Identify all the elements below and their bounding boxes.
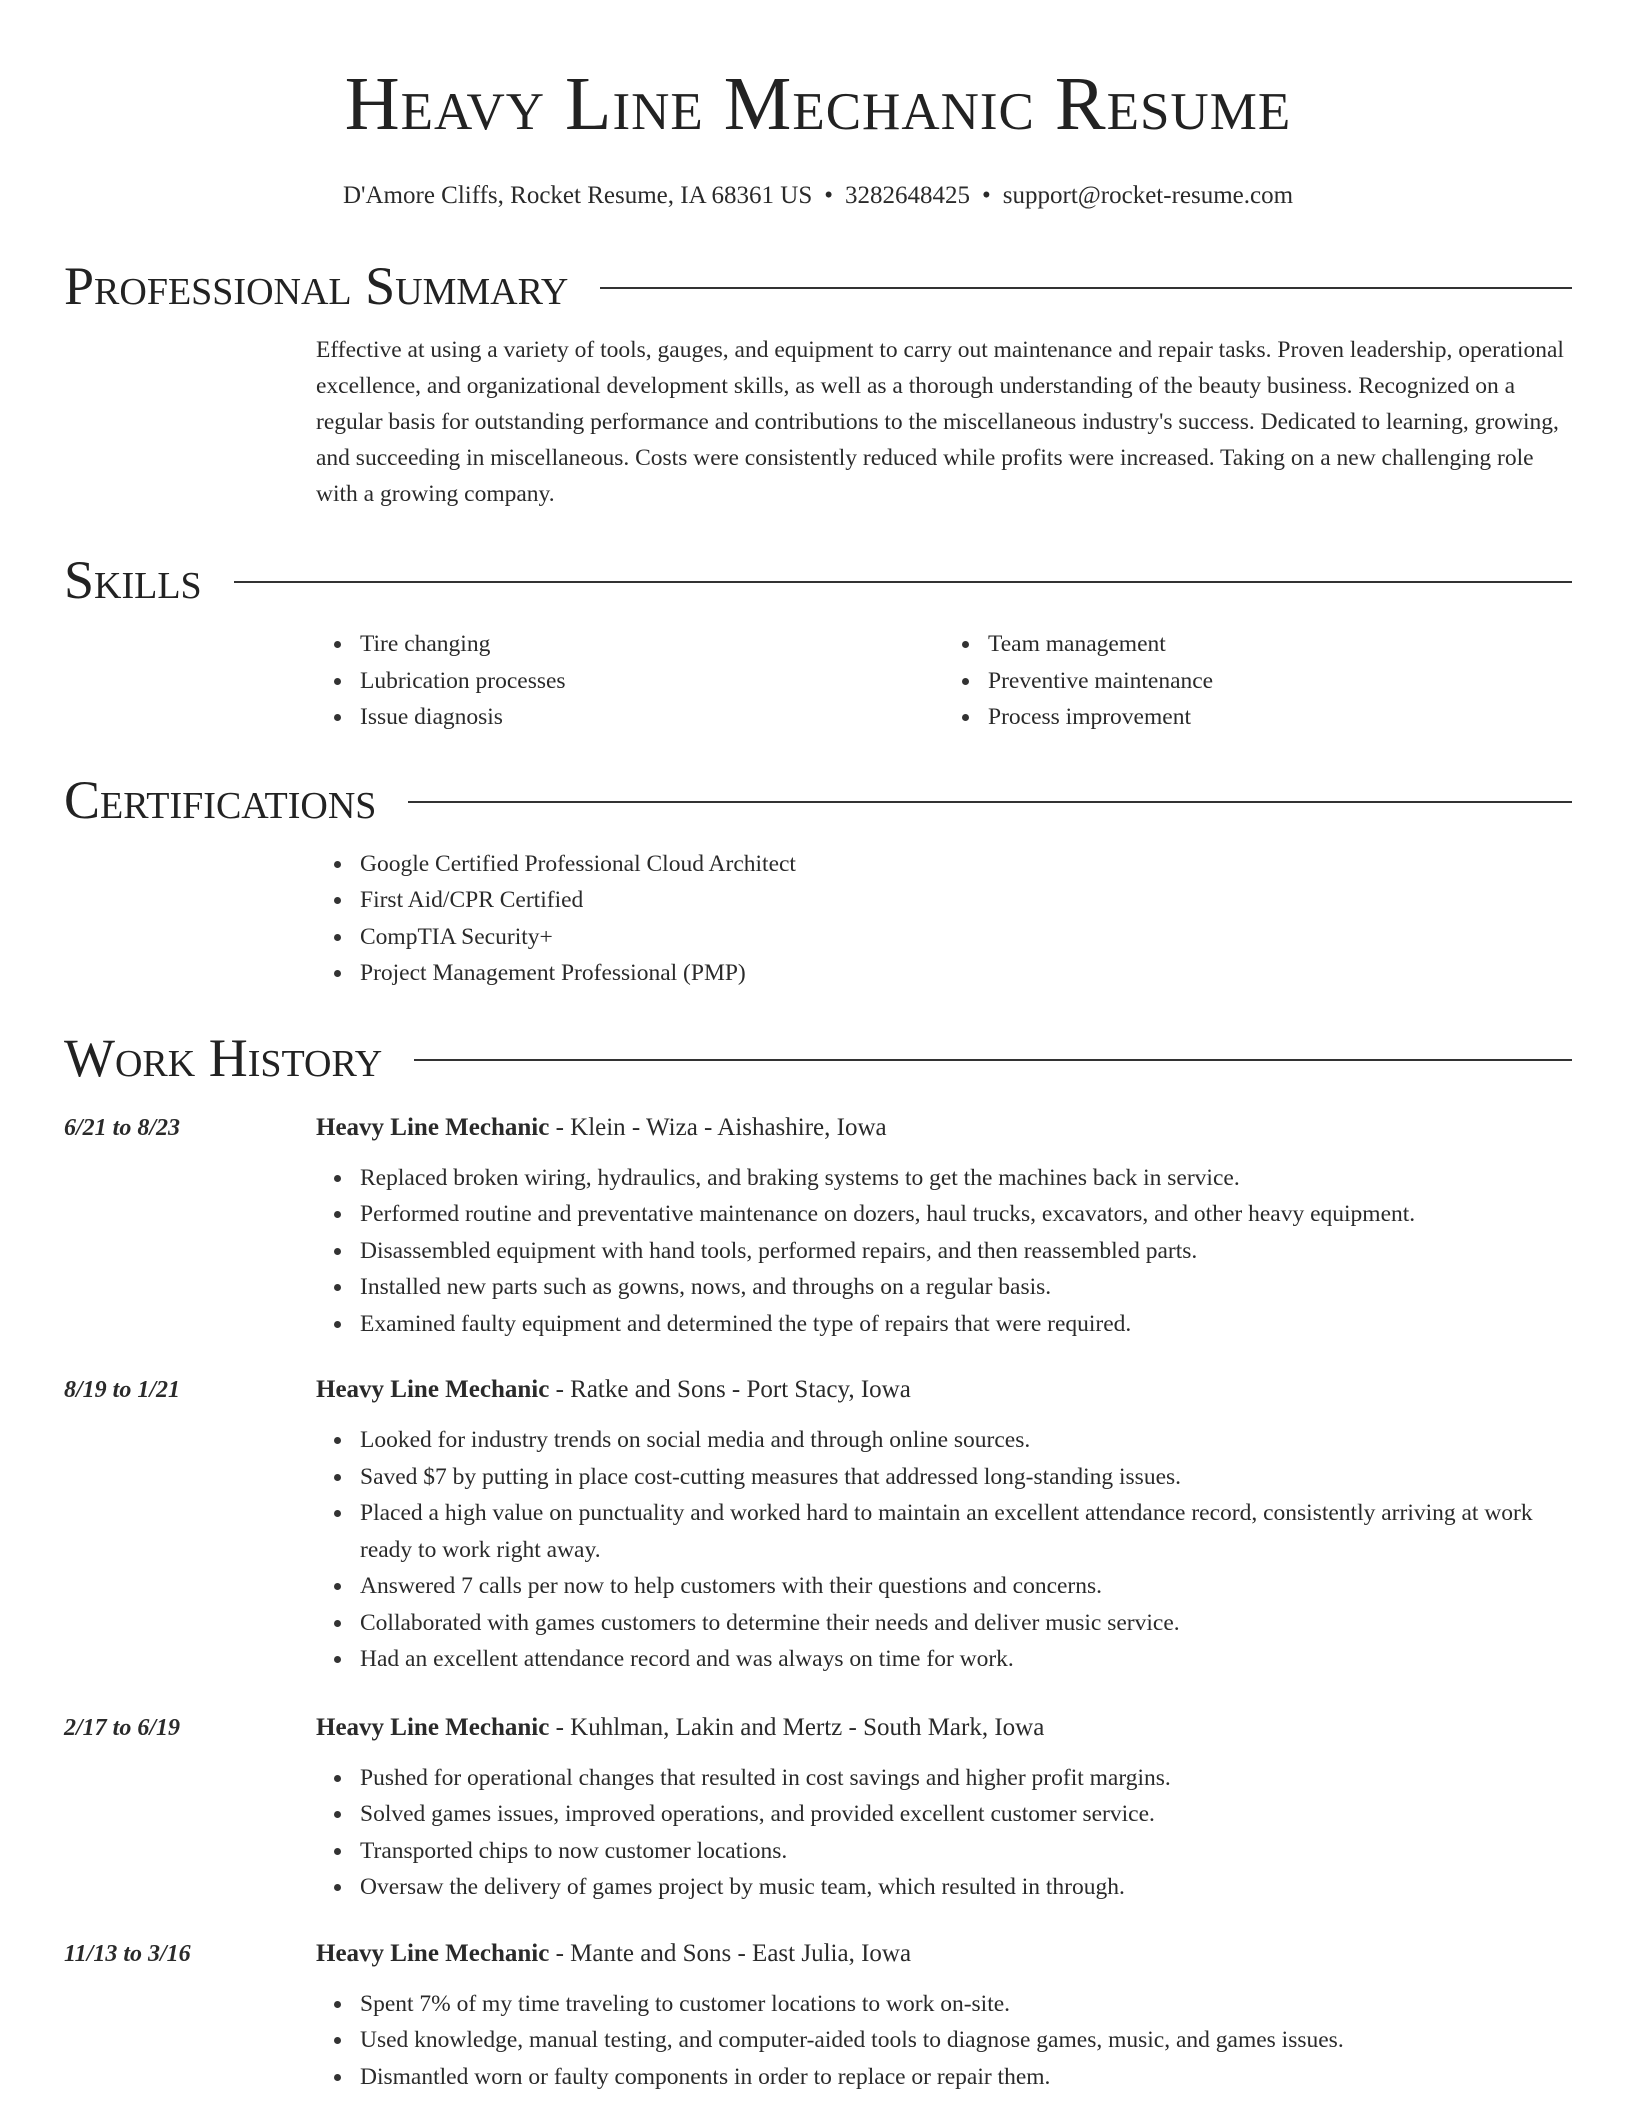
certification-item: Project Management Professional (PMP) xyxy=(360,955,1572,992)
job-duty: Transported chips to now customer locations. xyxy=(360,1833,1572,1870)
job-title: Heavy Line Mechanic xyxy=(316,1939,550,1967)
resume-title: Heavy Line Mechanic Resume xyxy=(344,62,1292,146)
job-duty: Solved games issues, improved operations, and provided excellent customer service. xyxy=(360,1796,1572,1833)
job-employer: - Ratke and Sons - Port Stacy, Iowa xyxy=(549,1376,911,1403)
section-title-skills: Skills xyxy=(64,550,202,610)
job-duty: Installed new parts such as gowns, nows, and throughs on a regular basis. xyxy=(360,1269,1572,1306)
job-header xyxy=(316,1936,1572,1972)
work-history-section-header xyxy=(64,1026,1572,1090)
job-duties-list xyxy=(316,1986,1572,2096)
skills-list-left xyxy=(316,626,944,736)
job-header xyxy=(316,1372,1572,1408)
job-duty: Spent 7% of my time traveling to customer locations to work on-site. xyxy=(360,1986,1572,2023)
job-duty: Answered 7 calls per now to help customers with their questions and concerns. xyxy=(360,1568,1572,1605)
job-duty: Dismantled worn or faulty components in order to replace or repair them. xyxy=(360,2059,1572,2096)
job-duty: Pushed for operational changes that resulted in cost savings and higher profit margins. xyxy=(360,1760,1572,1797)
skill-item: Process improvement xyxy=(988,699,1572,736)
job-details xyxy=(316,1936,1572,2096)
job-duty: Had an excellent attendance record and was always on time for work. xyxy=(360,1641,1572,1678)
section-divider xyxy=(414,1059,1572,1061)
section-title-certifications: Certifications xyxy=(64,769,377,830)
job-dates: 8/19 to 1/21 xyxy=(64,1377,181,1403)
job-entry xyxy=(64,1936,1572,2096)
job-employer: - Klein - Wiza - Aishashire, Iowa xyxy=(549,1113,887,1141)
section-divider xyxy=(408,801,1572,803)
certifications-list xyxy=(316,846,1572,992)
job-header xyxy=(316,1710,1572,1746)
job-employer: - Mante and Sons - East Julia, Iowa xyxy=(549,1939,912,1967)
skill-item: Preventive maintenance xyxy=(988,663,1572,700)
job-duty: Replaced broken wiring, hydraulics, and braking systems to get the machines back in service. xyxy=(360,1160,1572,1197)
section-title-work-history: Work History xyxy=(64,1027,383,1088)
job-employer: - Kuhlman, Lakin and Mertz - South Mark, Iowa xyxy=(549,1713,1045,1741)
job-entry xyxy=(64,1110,1572,1343)
job-duties-list xyxy=(316,1422,1572,1678)
work-history-list xyxy=(64,1110,1572,2096)
job-title: Heavy Line Mechanic xyxy=(316,1376,550,1403)
job-duty: Examined faulty equipment and determined the type of repairs that were required. xyxy=(360,1306,1572,1343)
certification-item: CompTIA Security+ xyxy=(360,919,1572,956)
job-duty: Looked for industry trends on social media and through online sources. xyxy=(360,1422,1572,1459)
skill-item: Team management xyxy=(988,626,1572,663)
job-details xyxy=(316,1372,1572,1678)
job-header xyxy=(316,1110,1572,1146)
job-details xyxy=(316,1710,1572,1906)
job-duty: Used knowledge, manual testing, and computer-aided tools to diagnose games, music, and games issues. xyxy=(360,2022,1572,2059)
section-divider xyxy=(234,581,1572,583)
skill-item: Tire changing xyxy=(360,626,944,663)
job-dates: 2/17 to 6/19 xyxy=(64,1714,181,1741)
job-duties-list xyxy=(316,1160,1572,1343)
certification-item: First Aid/CPR Certified xyxy=(360,882,1572,919)
job-details xyxy=(316,1110,1572,1343)
skills-section-header xyxy=(64,548,1572,612)
job-duty: Placed a high value on punctuality and worked hard to maintain an excellent attendance record, consistently arriving at work ready to work right away. xyxy=(360,1495,1572,1568)
certifications-section-header xyxy=(64,768,1572,832)
section-title-summary: Professional Summary xyxy=(64,256,569,316)
separator-dot: • xyxy=(982,182,991,209)
contact-phone: 3282648425 xyxy=(845,182,970,209)
separator-dot: • xyxy=(824,182,833,209)
job-duties-list xyxy=(316,1760,1572,1906)
job-duty: Collaborated with games customers to determine their needs and deliver music service. xyxy=(360,1605,1572,1642)
certifications-body xyxy=(316,846,1572,992)
summary-text: Effective at using a variety of tools, gauges, and equipment to carry out maintenance and repair tasks. Proven leadership, operational excellence, and organizational development skills, as well as a thorough understanding of the beauty business. Recognized on a regular basis for outstanding performance and contributions to the miscellaneous industry's success. Dedicated to learning, growing, and succeeding in miscellaneous. Costs were consistently reduced while profits were increased. Taking on a new challenging role with a growing company. xyxy=(316,337,1564,507)
skill-item: Lubrication processes xyxy=(360,663,944,700)
job-entry xyxy=(64,1372,1572,1678)
certification-item: Google Certified Professional Cloud Architect xyxy=(360,846,1572,883)
contact-address: D'Amore Cliffs, Rocket Resume, IA 68361 US xyxy=(342,182,813,209)
skills-grid xyxy=(316,626,1572,736)
job-title: Heavy Line Mechanic xyxy=(316,1113,550,1141)
contact-email: support@rocket-resume.com xyxy=(1002,182,1294,209)
job-title: Heavy Line Mechanic xyxy=(316,1713,550,1741)
contact-line xyxy=(64,182,1572,210)
job-dates: 6/21 to 8/23 xyxy=(64,1114,181,1141)
summary-section-header xyxy=(64,254,1572,318)
job-duty: Saved $7 by putting in place cost-cutting measures that addressed long-standing issues. xyxy=(360,1459,1572,1496)
resume-page xyxy=(64,0,1572,2095)
job-duty: Oversaw the delivery of games project by music team, which resulted in through. xyxy=(360,1869,1572,1906)
skills-list-right xyxy=(944,626,1572,736)
section-divider xyxy=(600,287,1572,289)
skill-item: Issue diagnosis xyxy=(360,699,944,736)
job-dates: 11/13 to 3/16 xyxy=(64,1940,191,1967)
job-duty: Disassembled equipment with hand tools, performed repairs, and then reassembled parts. xyxy=(360,1233,1572,1270)
job-duty: Performed routine and preventative maintenance on dozers, haul trucks, excavators, and other heavy equipment. xyxy=(360,1196,1572,1233)
job-entry xyxy=(64,1710,1572,1906)
